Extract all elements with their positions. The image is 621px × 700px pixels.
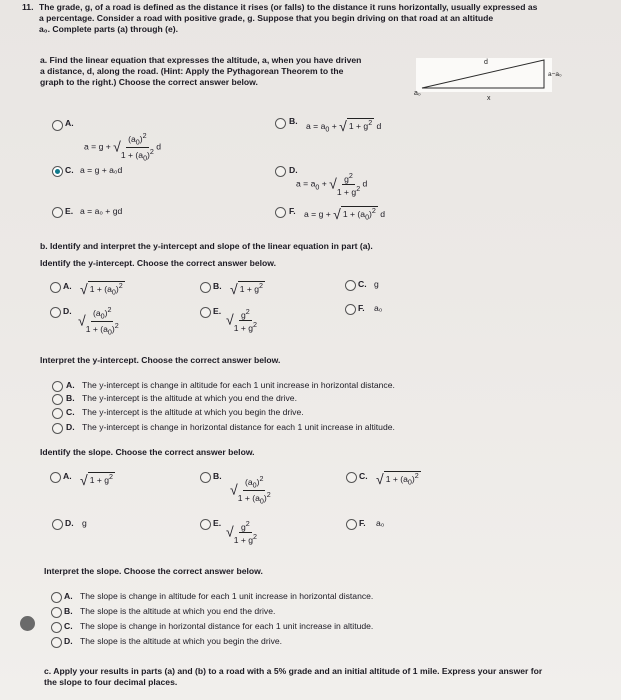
slope-prompt: Identify the slope. Choose the correct answer below.	[40, 447, 255, 457]
yint-option-f-radio[interactable]	[345, 304, 356, 315]
option-a-radio[interactable]	[52, 120, 63, 131]
yint-interp-c-letter: C.	[66, 407, 75, 417]
slope-option-a-letter: A.	[63, 471, 72, 481]
option-d-formula: $a = a_0$ + √ $\frac{g^2}{1 + g^2}$ d	[296, 172, 368, 197]
slope-option-b-radio[interactable]	[200, 472, 211, 483]
slope-option-d-letter: D.	[65, 518, 74, 528]
option-c-radio[interactable]	[52, 166, 63, 177]
yint-option-d-formula: √ $\frac{(a_0)^2}{1 + (a_0)^2}$	[78, 306, 119, 337]
slope-option-c-formula: √ $1 + (a_0)^2$	[376, 470, 419, 487]
part-c-question-2: the slope to four decimal places.	[44, 677, 178, 687]
option-e-letter: E.	[65, 206, 74, 216]
slope-interp-d-radio[interactable]	[51, 637, 62, 648]
slope-option-e-formula: √ $\frac{g^2}{1 + g^2}$	[226, 520, 258, 545]
slope-option-d-radio[interactable]	[52, 519, 63, 530]
yint-option-c-text: g	[374, 279, 379, 289]
slope-option-c-letter: C.	[359, 471, 368, 481]
yint-interp-c-radio[interactable]	[52, 408, 63, 419]
slope-interp-d-text: The slope is the altitude at which you begin the drive.	[80, 636, 283, 646]
yint-option-e-formula: √ $\frac{g^2}{1 + g^2}$	[226, 308, 258, 333]
yint-interp-d-text: The y-intercept is change in horizontal distance for each 1 unit increase in altitude.	[82, 422, 395, 432]
slope-option-f-text: a₀	[376, 518, 385, 528]
yint-interp-prompt: Interpret the y-intercept. Choose the correct answer below.	[40, 355, 281, 365]
option-b-letter: B.	[289, 116, 298, 126]
slope-option-b-letter: B.	[213, 471, 222, 481]
problem-number: 11.	[22, 2, 34, 12]
figure-d-label: d	[484, 59, 488, 66]
option-b-radio[interactable]	[275, 118, 286, 129]
slope-interp-b-letter: B.	[64, 606, 73, 616]
option-c-formula: a = g + a₀d	[80, 165, 123, 175]
slope-interp-b-radio[interactable]	[51, 607, 62, 618]
yint-interp-c-text: The y-intercept is the altitude at which you begin the drive.	[82, 407, 304, 417]
part-c-question-1: c. Apply your results in parts (a) and (b) to a road with a 5% grade and an initial altitude of 1 mile. Express your answer for	[44, 666, 543, 676]
part-a-question-2: a distance, d, along the road. (Hint: Apply the Pythagorean Theorem to the	[40, 66, 344, 76]
slope-interp-c-text: The slope is change in horizontal distance for each 1 unit increase in altitude.	[80, 621, 374, 631]
option-f-radio[interactable]	[275, 207, 286, 218]
yint-option-e-letter: E.	[213, 306, 222, 316]
part-a-question-3: graph to the right.) Choose the correct answer below.	[40, 77, 258, 87]
slope-interp-a-radio[interactable]	[51, 592, 62, 603]
slope-option-d-text: g	[82, 518, 87, 528]
yint-option-b-formula: √ $1 + g^2$	[230, 280, 264, 297]
yint-option-c-radio[interactable]	[345, 280, 356, 291]
intro-line-3: a₀. Complete parts (a) through (e).	[39, 24, 178, 34]
slope-interp-a-text: The slope is change in altitude for each 1 unit increase in horizontal distance.	[80, 591, 374, 601]
yint-interp-a-text: The y-intercept is change in altitude for each 1 unit increase in horizontal distance.	[82, 380, 395, 390]
slope-option-b-formula: √ $\frac{(a_0)^2}{1 + (a_0)^2}$	[230, 475, 271, 506]
yint-prompt: Identify the y-intercept. Choose the correct answer below.	[40, 258, 277, 268]
option-b-formula: $a = a_0$ + √ $1 + g^2$ d	[306, 117, 382, 134]
option-f-letter: F.	[289, 206, 296, 216]
yint-option-b-letter: B.	[213, 281, 222, 291]
slope-interp-a-letter: A.	[64, 591, 73, 601]
slope-interp-c-radio[interactable]	[51, 622, 62, 633]
yint-option-f-text: a₀	[374, 303, 383, 313]
intro-line-1: The grade, g, of a road is defined as the distance it rises (or falls) to the distance it runs horizontally, usually expressed as	[39, 2, 538, 12]
part-a-question-1: a. Find the linear equation that expresses the altitude, a, when you have driven	[40, 55, 362, 65]
intro-line-2: a percentage. Consider a road with positive grade, g. Suppose that you begin driving on that road at an altitude	[39, 13, 494, 23]
slope-interp-d-letter: D.	[64, 636, 73, 646]
yint-option-b-radio[interactable]	[200, 282, 211, 293]
figure-x-label: x	[487, 95, 491, 102]
yint-interp-a-radio[interactable]	[52, 381, 63, 392]
slope-option-a-formula: √ $1 + g^2$	[80, 471, 114, 488]
slope-option-f-letter: F.	[359, 518, 366, 528]
option-e-formula: a = a₀ + gd	[80, 206, 123, 216]
slope-option-f-radio[interactable]	[346, 519, 357, 530]
slope-interp-prompt: Interpret the slope. Choose the correct answer below.	[44, 566, 263, 576]
yint-option-a-radio[interactable]	[50, 282, 61, 293]
slope-interp-c-letter: C.	[64, 621, 73, 631]
yint-option-e-radio[interactable]	[200, 307, 211, 318]
yint-option-d-radio[interactable]	[50, 307, 61, 318]
yint-interp-b-radio[interactable]	[52, 394, 63, 405]
figure-side-label: a−a₀	[548, 71, 562, 78]
option-d-radio[interactable]	[275, 166, 286, 177]
slope-option-c-radio[interactable]	[346, 472, 357, 483]
yint-interp-d-letter: D.	[66, 422, 75, 432]
yint-option-a-letter: A.	[63, 281, 72, 291]
part-b-question: b. Identify and interpret the y-intercept and slope of the linear equation in part (a).	[40, 241, 373, 251]
yint-interp-a-letter: A.	[66, 380, 75, 390]
yint-option-f-letter: F.	[358, 303, 365, 313]
selection-marker	[20, 616, 35, 631]
slope-option-e-letter: E.	[213, 518, 222, 528]
option-e-radio[interactable]	[52, 207, 63, 218]
slope-option-e-radio[interactable]	[200, 519, 211, 530]
option-f-formula: a = g + √ $1 + (a_0)^2$ d	[304, 205, 386, 222]
yint-option-c-letter: C.	[358, 279, 367, 289]
road-triangle-figure	[394, 52, 594, 106]
option-d-letter: D.	[289, 165, 298, 175]
slope-option-a-radio[interactable]	[50, 472, 61, 483]
option-c-letter: C.	[65, 165, 74, 175]
yint-option-d-letter: D.	[63, 306, 72, 316]
slope-interp-b-text: The slope is the altitude at which you end the drive.	[80, 606, 276, 616]
yint-option-a-formula: √ $1 + (a_0)^2$	[80, 280, 123, 297]
yint-interp-b-text: The y-intercept is the altitude at which you end the drive.	[82, 393, 297, 403]
figure-a0-label: a₀	[414, 90, 421, 97]
yint-interp-b-letter: B.	[66, 393, 75, 403]
option-a-formula: a = g + √ $\frac{(a_0)^2}{1 + (a_0)^2}$ d	[84, 132, 162, 163]
yint-interp-d-radio[interactable]	[52, 423, 63, 434]
option-a-letter: A.	[65, 118, 74, 128]
